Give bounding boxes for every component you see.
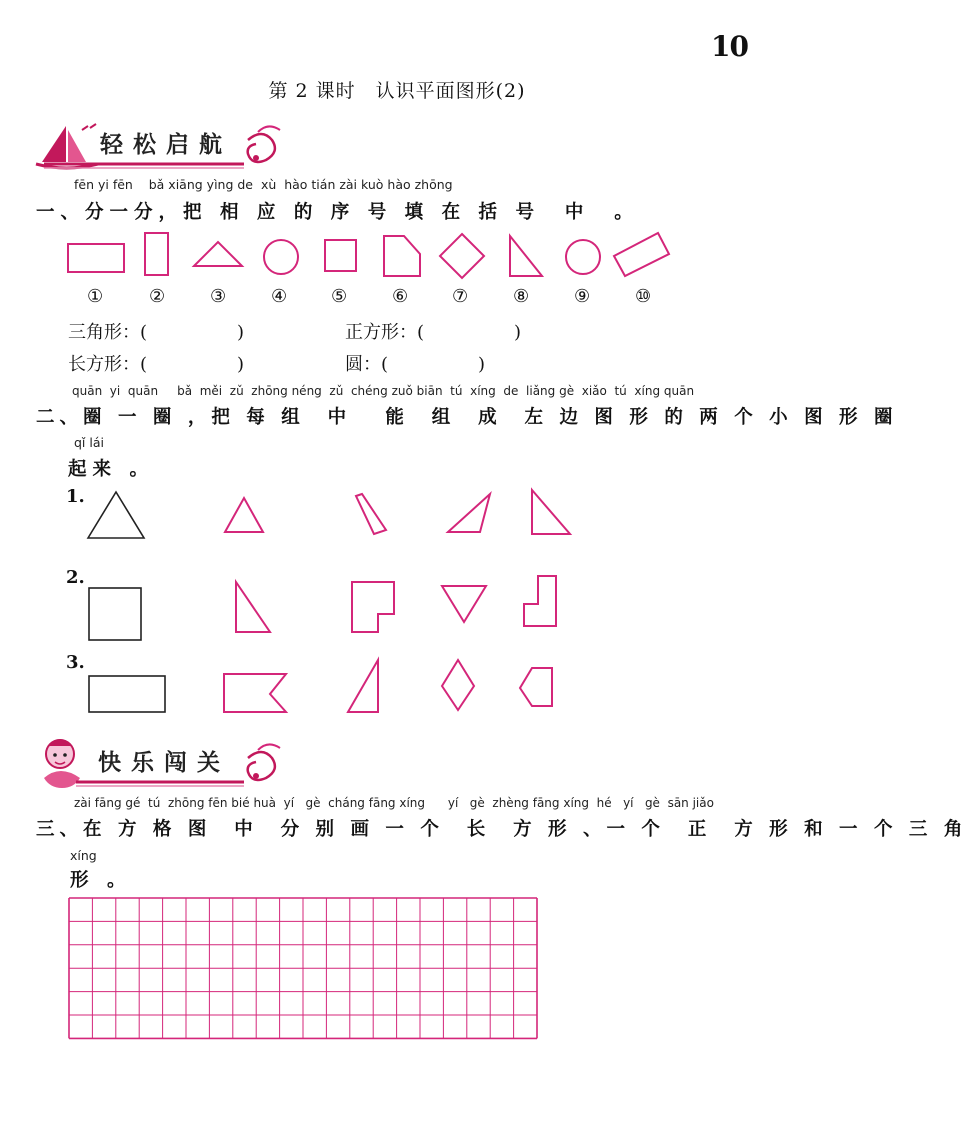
shape-number-8: ⑧ (513, 286, 530, 307)
shape-number-3: ③ (210, 286, 227, 307)
option-l-shape-1 (352, 582, 394, 632)
q3-text-2: 形 。 (70, 870, 132, 891)
option-pentagon (520, 668, 552, 706)
q2-pinyin-1: quān yi quān bǎ měi zǔ zhōng néng zǔ chéng zuǒ biān tú xíng de liǎng gè xiǎo tú xíng quān (72, 384, 695, 398)
q3-pinyin-2: xíng (70, 848, 97, 863)
q1-shapes (0, 228, 794, 288)
shape-9-circle (566, 240, 600, 274)
shape-number-7: ⑦ (452, 286, 469, 307)
q2-text-2: 起来 。 (68, 459, 154, 480)
shape-number-9: ⑨ (574, 286, 591, 307)
q2-row-1-shapes (0, 486, 794, 546)
option-triangle-5 (236, 582, 270, 632)
shape-4-circle (264, 240, 298, 274)
q1-text: 一、分一分，把 相 应 的 序 号 填 在 括 号 中 。 (36, 202, 639, 223)
row-label-3: 3. (66, 652, 85, 673)
option-triangle-7 (348, 660, 378, 712)
shape-10-rectangle (614, 233, 669, 276)
option-triangle-4 (532, 490, 570, 534)
q3-pinyin-1: zài fāng gé tú zhōng fēn bié huà yí gè cháng fāng xíng yí gè zhèng fāng xíng hé yí gè sān jiǎo (74, 796, 714, 810)
option-triangle-3 (448, 494, 490, 532)
option-triangle-1 (225, 498, 263, 532)
page-number: 10 (711, 30, 748, 63)
option-flag-shape (224, 674, 286, 712)
q2-row-2-shapes (0, 574, 794, 638)
shape-number-2: ② (149, 286, 166, 307)
section-title: 快乐闯关 (98, 750, 230, 776)
big-square (89, 588, 141, 640)
option-triangle-6 (442, 586, 486, 622)
row-label-2: 2. (66, 567, 85, 588)
shape-8-triangle (510, 236, 542, 276)
option-rhombus (442, 660, 474, 710)
shape-2-rectangle (145, 233, 168, 275)
section-title: 轻松启航 (100, 132, 232, 158)
big-rectangle (89, 676, 165, 712)
shape-3-triangle (194, 242, 242, 266)
big-triangle (88, 492, 144, 538)
drawing-grid[interactable] (68, 897, 538, 1065)
shape-number-5: ⑤ (331, 286, 348, 307)
section-banner-1 (36, 118, 286, 174)
shape-number-1: ① (87, 286, 104, 307)
shape-5-square (325, 240, 356, 271)
option-l-shape-2 (524, 576, 556, 626)
row-label-1: 1. (66, 486, 85, 507)
answer-square[interactable]: 正方形：( ) (345, 322, 522, 343)
shape-number-6: ⑥ (392, 286, 409, 307)
q1-pinyin: fēn yi fēn bǎ xiāng yìng de xù hào tián zài kuò hào zhōng (74, 177, 453, 192)
answer-rectangle[interactable]: 长方形：( ) (68, 354, 245, 375)
answer-circle[interactable]: 圆：( ) (345, 354, 486, 375)
option-triangle-2 (356, 494, 386, 534)
answer-triangle[interactable]: 三角形：( ) (68, 322, 245, 343)
section-banner-2 (36, 734, 286, 790)
q3-text-1: 三、在 方 格 图 中 分 别 画 一 个 长 方 形 、一 个 正 方 形 和 一 个 三 角 (36, 819, 967, 840)
q2-pinyin-2: qǐ lái (74, 435, 104, 450)
shape-number-4: ④ (271, 286, 288, 307)
q2-row-3-shapes (0, 656, 794, 716)
shape-6-pentagon (384, 236, 420, 276)
shape-1-rectangle (68, 244, 124, 272)
swirl-decoration-icon (248, 744, 280, 780)
lesson-title: 第 2 课时 认识平面图形(2) (268, 80, 526, 102)
shape-number-10: ⑩ (635, 286, 652, 307)
swirl-decoration-icon (248, 126, 280, 162)
q2-text-1: 二、圈 一 圈 ，把 每 组 中 能 组 成 左 边 图 形 的 两 个 小 图 形 圈 (36, 407, 898, 428)
shape-7-square (440, 234, 484, 278)
